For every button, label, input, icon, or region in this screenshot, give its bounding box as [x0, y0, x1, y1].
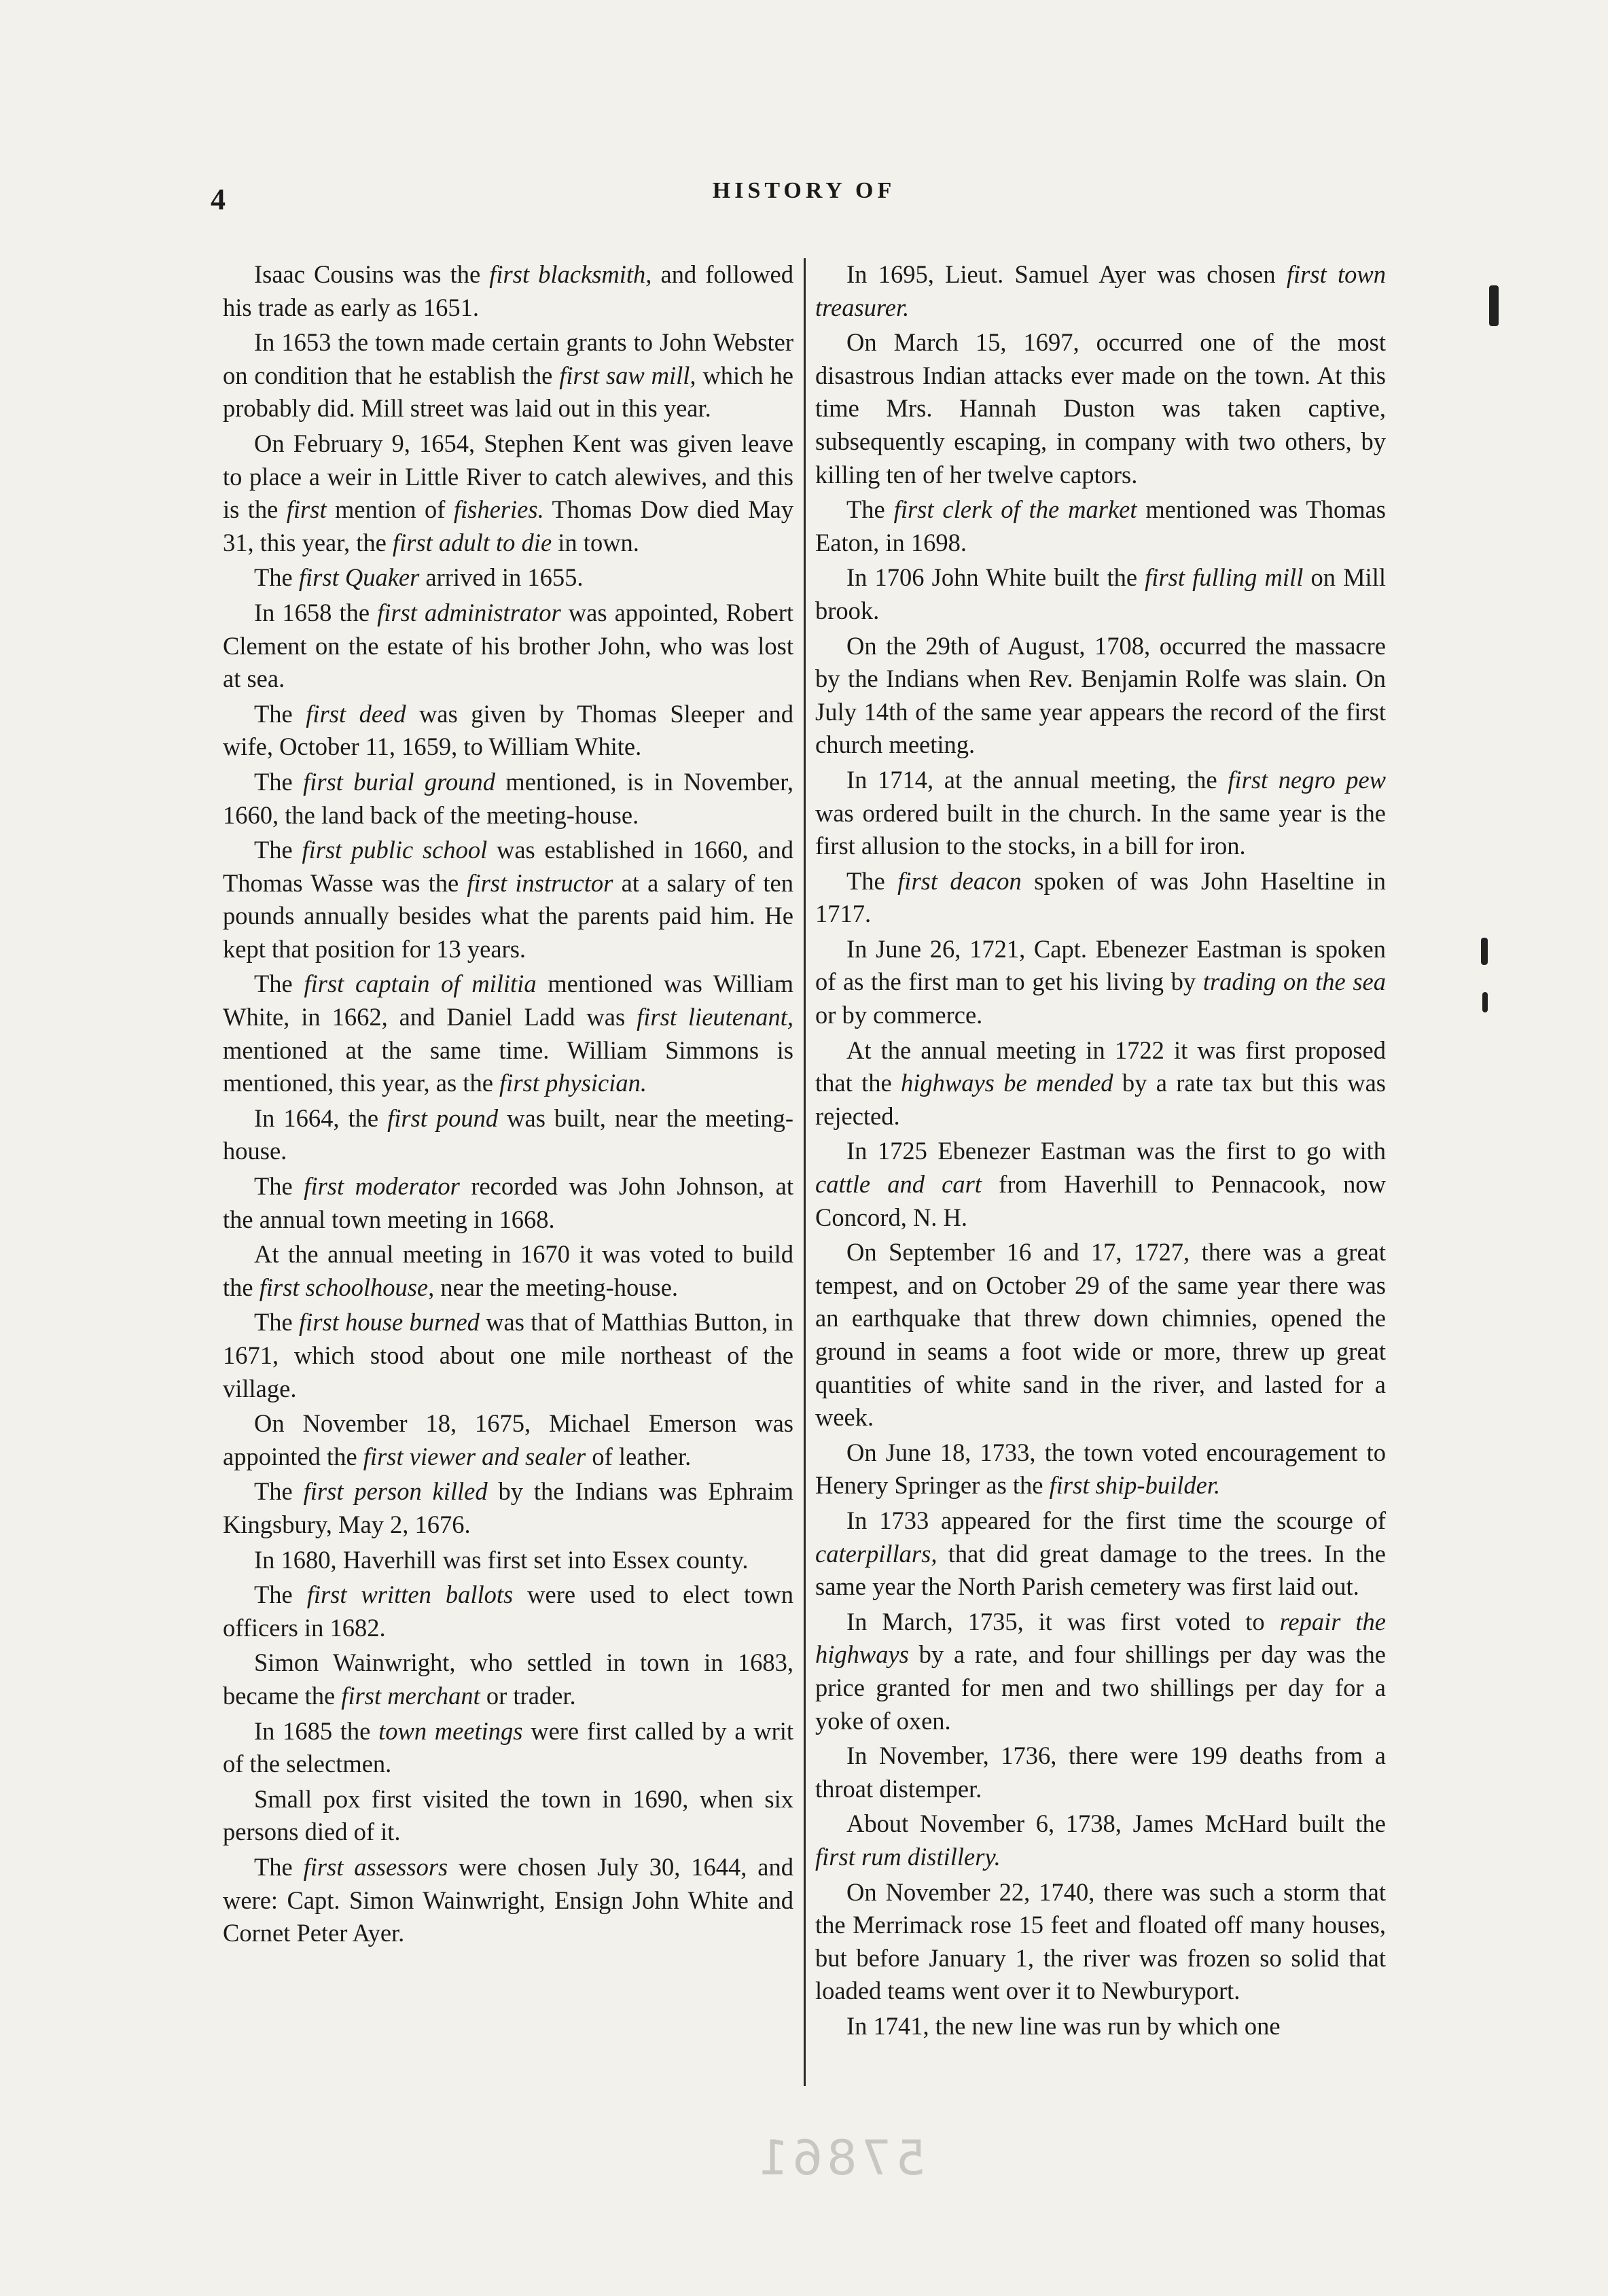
text-run: mentioned at the same time. William Simmons is mentioned, this year, as the — [223, 1036, 793, 1097]
paragraph — [223, 1306, 793, 1405]
paragraph — [815, 326, 1386, 491]
italic-phrase: first fulling mill — [1145, 563, 1304, 592]
paragraph — [223, 1646, 793, 1712]
text-run: In 1680, Haverhill was first set into Essex county. — [254, 1545, 749, 1574]
italic-phrase: first rum distillery. — [815, 1842, 1001, 1871]
text-run: The — [254, 699, 306, 728]
text-run: In 1733 appeared for the first time the scourge of — [846, 1506, 1386, 1534]
text-run: was that of Matthias Button, in 1671, which stood about one mile northeast of the village. — [223, 1308, 793, 1402]
text-run: The — [254, 1580, 307, 1609]
text-run: In 1685 the — [254, 1716, 379, 1745]
text-run: In 1695, Lieut. Samuel Ayer was chosen — [846, 260, 1287, 288]
text-run: The — [846, 866, 898, 895]
italic-phrase: trading on the sea — [1202, 968, 1386, 996]
italic-phrase: repair the highways — [815, 1607, 1386, 1669]
paragraph — [815, 561, 1386, 627]
text-run: Thomas Dow died May 31, this year, the — [223, 495, 794, 557]
margin-mark — [1489, 285, 1499, 326]
italic-phrase: caterpillars, — [815, 1539, 937, 1568]
italic-phrase: first administrator — [377, 598, 561, 626]
text-run: mention of — [326, 495, 454, 524]
text-run: was established in 1660, and Thomas Wasse was the — [223, 836, 794, 897]
italic-phrase: first written ballots — [306, 1580, 514, 1609]
text-run: by a rate, and four shillings per day was the price granted for men and two shillings per day for a yoke of oxen. — [815, 1640, 1386, 1735]
text-run: was appointed, Robert Clement on the estate of his brother John, who was lost at sea. — [223, 598, 793, 693]
running-head: HISTORY OF — [712, 178, 896, 203]
text-run: On November 18, 1675, Michael Emerson was appointed the — [223, 1409, 793, 1470]
paragraph — [223, 1544, 793, 1577]
margin-mark — [1482, 992, 1488, 1012]
text-run: was given by Thomas Sleeper and wife, October 11, 1659, to William White. — [223, 699, 794, 761]
paragraph — [223, 1578, 793, 1644]
italic-phrase: first negro pew — [1228, 765, 1386, 794]
paragraph — [815, 1606, 1386, 1737]
text-run: On June 18, 1733, the town voted encouragement to Henery Springer as the — [815, 1438, 1386, 1500]
paragraph — [223, 1783, 793, 1849]
text-run: mentioned was William White, in 1662, and Daniel Ladd was — [223, 970, 793, 1031]
italic-phrase: first — [286, 495, 327, 524]
text-run: of leather. — [586, 1442, 692, 1470]
italic-phrase: town meetings — [378, 1716, 523, 1745]
italic-phrase: highways be mended — [901, 1069, 1113, 1097]
text-run: in town. — [552, 528, 639, 557]
paragraph — [223, 1102, 793, 1168]
text-run: The — [254, 970, 304, 998]
italic-phrase: first blacksmith, — [489, 260, 652, 288]
text-run: In 1658 the — [254, 598, 378, 626]
italic-phrase: first merchant — [341, 1681, 480, 1710]
text-run: In 1714, at the annual meeting, the — [846, 765, 1228, 794]
text-run: In 1664, the — [254, 1103, 388, 1132]
text-run: Simon Wainwright, who settled in town in 1683, became the — [223, 1648, 793, 1710]
italic-phrase: first town treasurer. — [815, 260, 1386, 321]
text-run: In June 26, 1721, Capt. Ebenezer Eastman is spoken of as the first man to get his living by — [815, 934, 1386, 996]
text-run: The — [254, 1172, 304, 1201]
page-number: 4 — [211, 183, 226, 216]
paragraph — [815, 1135, 1386, 1234]
paragraph — [223, 1715, 793, 1781]
paragraph — [815, 1739, 1386, 1805]
paragraph — [223, 1851, 793, 1950]
text-run: near the meeting-house. — [434, 1273, 679, 1301]
italic-phrase: first moderator — [304, 1172, 460, 1201]
text-run: spoken of was John Haseltine in 1717. — [815, 866, 1386, 928]
text-run: mentioned was Thomas Eaton, in 1698. — [815, 495, 1386, 557]
paragraph — [223, 834, 793, 966]
text-run: Small pox first visited the town in 1690, when six persons died of it. — [223, 1784, 793, 1846]
margin-mark — [1481, 938, 1488, 965]
paragraph — [223, 597, 793, 696]
text-run: About November 6, 1738, James McHard built the — [846, 1809, 1386, 1838]
paragraph — [815, 1504, 1386, 1604]
italic-phrase: first deacon — [897, 866, 1022, 895]
paragraph — [815, 764, 1386, 863]
text-run: In 1706 John White built the — [846, 563, 1145, 592]
paragraph — [223, 968, 793, 1099]
text-run: by the Indians was Ephraim Kingsbury, May 2, 1676. — [223, 1477, 793, 1538]
paragraph — [223, 1170, 793, 1236]
text-run: The — [254, 563, 299, 592]
text-run: or trader. — [480, 1681, 576, 1710]
text-run: were chosen July 30, 1644, and were: Capt. Simon Wainwright, Ensign John White and Cornet Peter Ayer. — [223, 1852, 793, 1947]
text-run: and followed his trade as early as 1651. — [223, 260, 794, 321]
italic-phrase: first adult to die — [392, 528, 552, 557]
italic-phrase: first schoolhouse, — [259, 1273, 435, 1301]
text-run: The — [254, 1477, 304, 1506]
bleed-through-stamp: 57861 — [754, 2130, 926, 2186]
italic-phrase: first clerk of the market — [893, 495, 1137, 524]
paragraph — [815, 1236, 1386, 1434]
text-run: The — [254, 1852, 304, 1881]
text-run: were used to elect town officers in 1682. — [223, 1580, 793, 1642]
text-run: which he probably did. Mill street was laid out in this year. — [223, 361, 793, 423]
paragraph — [815, 865, 1386, 931]
italic-phrase: first instructor — [467, 868, 613, 897]
paragraph — [223, 1475, 793, 1541]
text-run: Isaac Cousins was the — [254, 260, 490, 288]
italic-phrase: first burial ground — [303, 767, 495, 796]
text-run: On September 16 and 17, 1727, there was a great tempest, and on October 29 of the same year there was an earthquake that threw down chimnies, opened the ground in seams a foot wide or more, threw up great quantities of white sand in the river, and lasted for a week. — [815, 1238, 1386, 1432]
text-run: was built, near the meeting-house. — [223, 1103, 794, 1165]
paragraph — [815, 1034, 1386, 1133]
paragraph — [815, 493, 1386, 559]
text-run: On November 22, 1740, there was such a storm that the Merrimack rose 15 feet and floated off many houses, but before January 1, the river was frozen so solid that loaded teams went over it to Newburyport. — [815, 1877, 1386, 2005]
text-run: On the 29th of August, 1708, occurred the massacre by the Indians when Rev. Benjamin Rolfe was slain. On July 14th of the same year appears the record of the first church meeting. — [815, 631, 1386, 759]
text-run: or by commerce. — [815, 1001, 983, 1029]
italic-phrase: first lieutenant, — [637, 1003, 793, 1031]
text-run: At the annual meeting in 1670 it was voted to build the — [223, 1240, 793, 1301]
paragraph — [223, 698, 793, 764]
text-run: In 1653 the town made certain grants to John Webster on condition that he establish the — [223, 328, 793, 389]
paragraph — [815, 1807, 1386, 1873]
text-run: recorded was John Johnson, at the annual town meeting in 1668. — [223, 1172, 793, 1233]
paragraph — [223, 258, 793, 324]
italic-phrase: first house burned — [299, 1308, 480, 1337]
text-run: The — [254, 767, 304, 796]
italic-phrase: first ship-builder. — [1049, 1471, 1221, 1500]
text-run: was ordered built in the church. In the same year is the first allusion to the stocks, in a bill for iron. — [815, 798, 1386, 860]
paragraph — [815, 1436, 1386, 1502]
paragraph — [223, 561, 793, 595]
italic-phrase: first Quaker — [298, 563, 420, 592]
text-run: mentioned, is in November, 1660, the land back of the meeting-house. — [223, 767, 793, 829]
italic-phrase: first saw mill, — [559, 361, 696, 389]
italic-phrase: fisheries. — [453, 495, 544, 524]
paragraph — [223, 326, 793, 425]
text-run: On February 9, 1654, Stephen Kent was given leave to place a weir in Little River to catch alewives, and this is the — [223, 429, 793, 524]
italic-phrase: first captain of militia — [304, 970, 537, 998]
text-run: on Mill brook. — [815, 563, 1386, 624]
text-run: At the annual meeting in 1722 it was first proposed that the — [815, 1036, 1386, 1097]
italic-phrase: first public school — [302, 836, 488, 864]
text-run: from Haverhill to Pennacook, now Concord, N. H. — [815, 1170, 1386, 1231]
italic-phrase: cattle and cart — [815, 1170, 982, 1199]
paragraph — [815, 933, 1386, 1032]
text-run: by a rate tax but this was rejected. — [815, 1069, 1386, 1130]
paragraph — [815, 630, 1386, 762]
text-run: were first called by a writ of the selectmen. — [223, 1716, 794, 1778]
paragraph — [815, 2010, 1386, 2043]
right-column — [815, 258, 1386, 2045]
text-run: The — [254, 836, 302, 864]
italic-phrase: first assessors — [303, 1852, 448, 1881]
text-run: In November, 1736, there were 199 deaths from a throat distemper. — [815, 1742, 1386, 1803]
italic-phrase: first pound — [387, 1103, 499, 1132]
text-run: The — [846, 495, 894, 524]
text-run: that did great damage to the trees. In the same year the North Parish cemetery was first laid out. — [815, 1539, 1386, 1601]
text-run: The — [254, 1308, 300, 1337]
italic-phrase: first viewer and sealer — [363, 1442, 586, 1470]
text-run: at a salary of ten pounds annually besides what the parents paid him. He kept that position for 13 years. — [223, 868, 794, 963]
left-column — [223, 258, 793, 1952]
paragraph — [223, 427, 793, 559]
paragraph — [223, 1238, 793, 1304]
paragraph — [815, 1876, 1386, 2008]
paragraph — [815, 258, 1386, 324]
text-run: arrived in 1655. — [419, 563, 584, 592]
italic-phrase: first deed — [306, 699, 406, 728]
text-run: In 1741, the new line was run by which one — [846, 2011, 1281, 2040]
paragraph — [223, 766, 793, 832]
column-divider — [804, 258, 806, 2086]
paragraph — [223, 1407, 793, 1473]
italic-phrase: first physician. — [499, 1069, 647, 1097]
text-run: In 1725 Ebenezer Eastman was the first to go with — [846, 1137, 1386, 1165]
italic-phrase: first person killed — [303, 1477, 488, 1506]
text-run: On March 15, 1697, occurred one of the most disastrous Indian attacks ever made on the town. At this time Mrs. Hannah Duston was taken captive, subsequently escaping, in company with two others, by killing ten of her twelve captors. — [815, 328, 1386, 489]
text-run: In March, 1735, it was first voted to — [846, 1607, 1280, 1636]
